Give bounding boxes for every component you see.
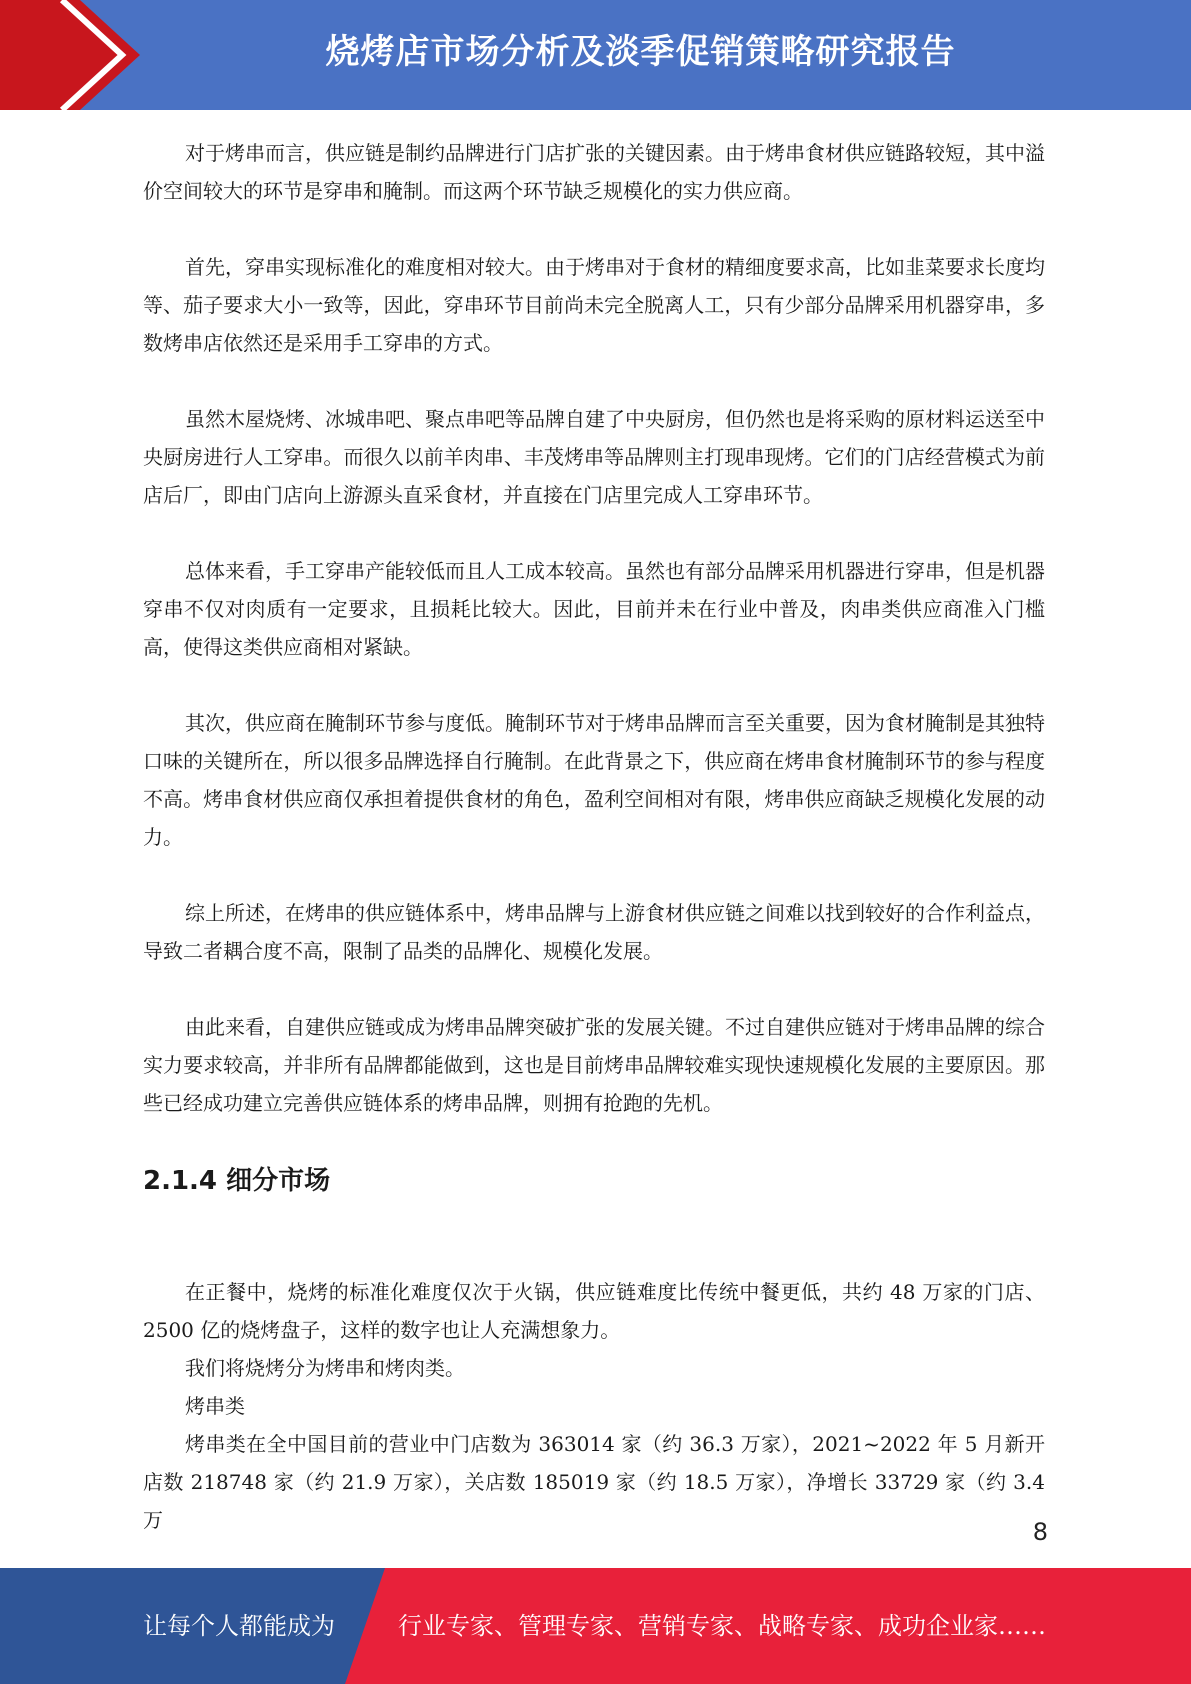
header-banner xyxy=(0,0,1191,110)
paragraph: 在正餐中，烧烤的标准化难度仅次于火锅，供应链难度比传统中餐更低，共约 48 万家的门店、2500 亿的烧烤盘子，这样的数字也让人充满想象力。 xyxy=(143,1280,1045,1342)
paragraph: 综上所述，在烤串的供应链体系中，烤串品牌与上游食材供应链之间难以找到较好的合作利益点，导致二者耦合度不高，限制了品类的品牌化、规模化发展。 xyxy=(143,901,1045,963)
footer-slogan-left: 让每个人都能成为 xyxy=(143,1612,335,1640)
footer-banner xyxy=(0,1568,1191,1684)
page-number: 8 xyxy=(1032,1518,1048,1546)
paragraph: 我们将烧烤分为烤串和烤肉类。 xyxy=(185,1356,465,1380)
report-title: 烧烤店市场分析及淡季促销策略研究报告 xyxy=(325,32,956,72)
paragraph: 烤串类在全中国目前的营业中门店数为 363014 家（约 36.3 万家），2021~2022 年 5 月新开店数 218748 家（约 21.9 万家），关店数 185019 家（约 18.5 万家），净增长 33729 家（约 3.4 万 xyxy=(143,1432,1045,1532)
subsection-label: 烤串类 xyxy=(185,1394,245,1418)
paragraph: 总体来看，手工穿串产能较低而且人工成本较高。虽然也有部分品牌采用机器进行穿串，但是机器穿串不仅对肉质有一定要求，且损耗比较大。因此，目前并未在行业中普及，肉串类供应商准入门槛高，使得这类供应商相对紧缺。 xyxy=(143,559,1045,659)
header-arrow-decoration xyxy=(0,0,160,110)
body-content xyxy=(143,134,1045,1539)
paragraph: 对于烤串而言，供应链是制约品牌进行门店扩张的关键因素。由于烤串食材供应链路较短，其中溢价空间较大的环节是穿串和腌制。而这两个环节缺乏规模化的实力供应商。 xyxy=(143,141,1045,203)
footer-slogan-right: 行业专家、管理专家、营销专家、战略专家、成功企业家…… xyxy=(398,1612,1046,1640)
paragraph: 由此来看，自建供应链或成为烤串品牌突破扩张的发展关键。不过自建供应链对于烤串品牌的综合实力要求较高，并非所有品牌都能做到，这也是目前烤串品牌较难实现快速规模化发展的主要原因。那些已经成功建立完善供应链体系的烤串品牌，则拥有抢跑的先机。 xyxy=(143,1015,1045,1115)
paragraph: 首先，穿串实现标准化的难度相对较大。由于烤串对于食材的精细度要求高，比如韭菜要求长度均等、茄子要求大小一致等，因此，穿串环节目前尚未完全脱离人工，只有少部分品牌采用机器穿串，多数烤串店依然还是采用手工穿串的方式。 xyxy=(143,255,1045,355)
paragraph: 其次，供应商在腌制环节参与度低。腌制环节对于烤串品牌而言至关重要，因为食材腌制是其独特口味的关键所在，所以很多品牌选择自行腌制。在此背景之下，供应商在烤串食材腌制环节的参与程度不高。烤串食材供应商仅承担着提供食材的角色，盈利空间相对有限，烤串供应商缺乏规模化发展的动力。 xyxy=(143,711,1045,849)
section-heading: 2.1.4 细分市场 xyxy=(143,1166,331,1196)
paragraph: 虽然木屋烧烤、冰城串吧、聚点串吧等品牌自建了中央厨房，但仍然也是将采购的原材料运送至中央厨房进行人工穿串。而很久以前羊肉串、丰茂烤串等品牌则主打现串现烤。它们的门店经营模式为前店后厂，即由门店向上游源头直采食材，并直接在门店里完成人工穿串环节。 xyxy=(143,407,1045,507)
